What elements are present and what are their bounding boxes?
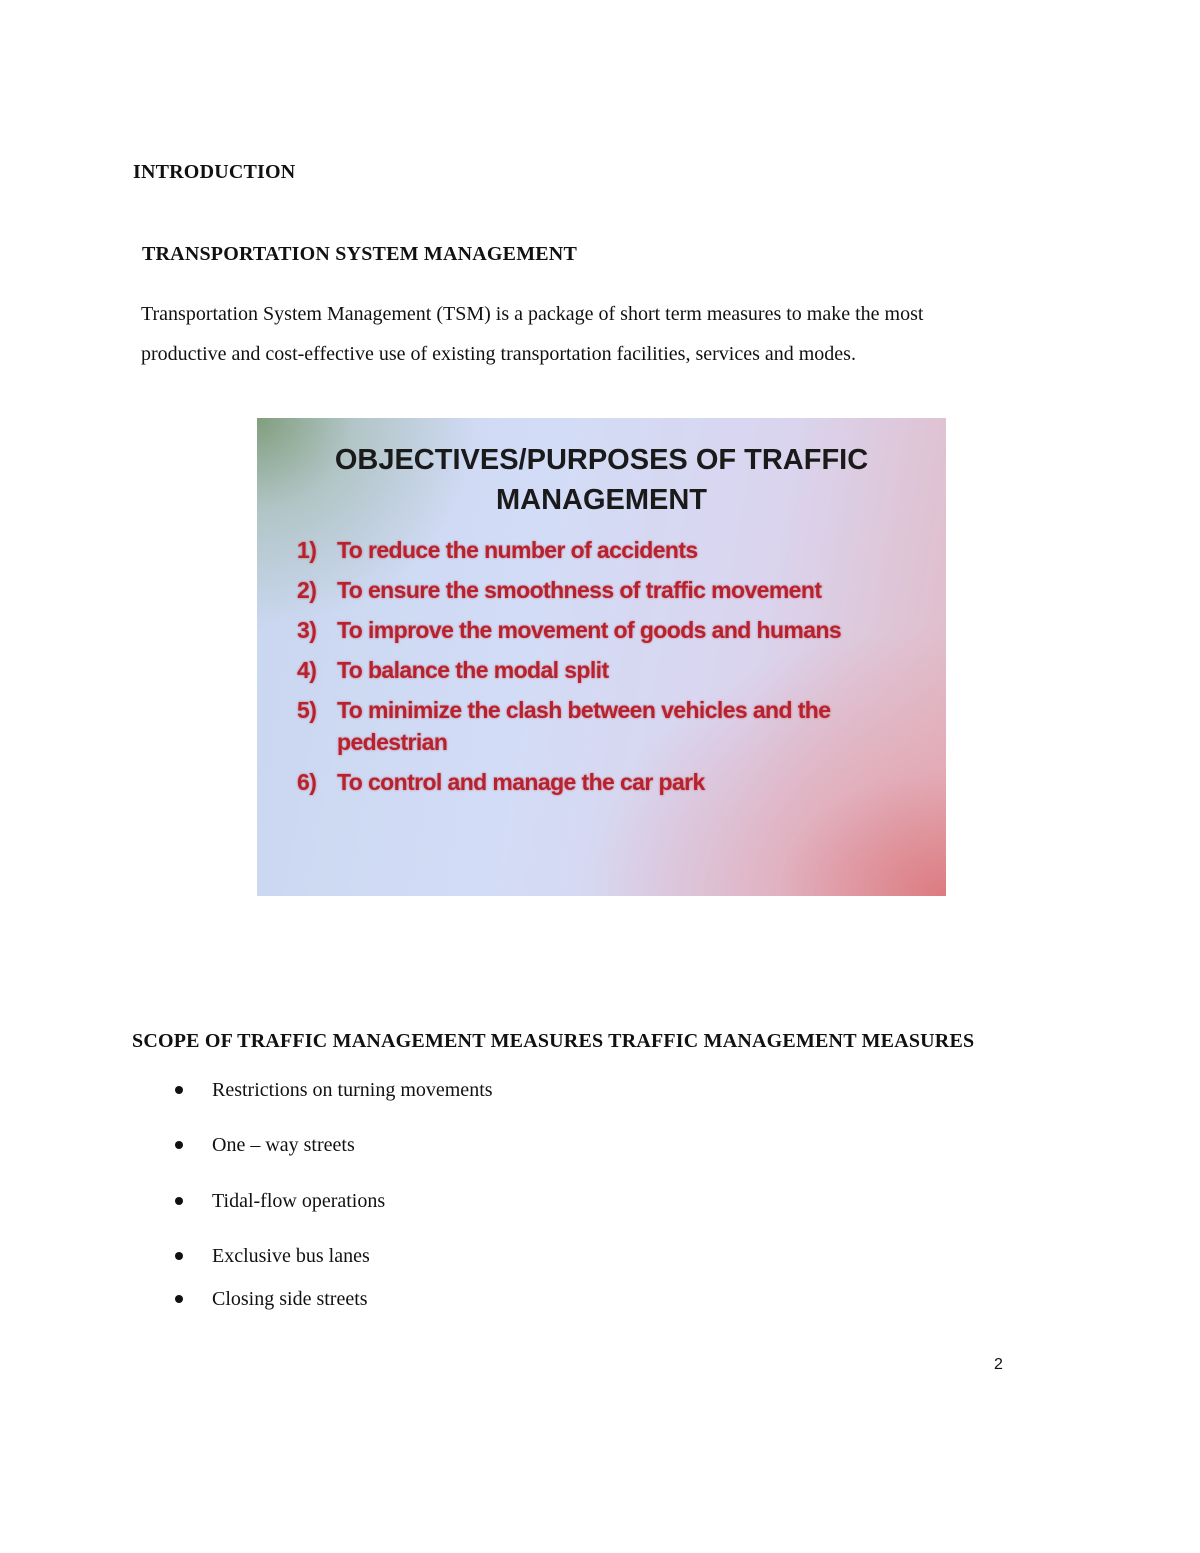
bullet-icon	[175, 1141, 183, 1149]
objectives-list	[297, 534, 937, 806]
objective-text: To ensure the smoothness of traffic movement	[337, 577, 822, 603]
list-item-text: Exclusive bus lanes	[212, 1245, 370, 1267]
objective-number: 6)	[297, 769, 317, 795]
slide-title-line: MANAGEMENT	[495, 484, 708, 516]
list-item-text: Tidal-flow operations	[212, 1190, 386, 1212]
objective-item	[297, 766, 937, 798]
objective-number: 4)	[297, 657, 317, 683]
objective-number: 1)	[297, 537, 317, 563]
objectives-slide-image	[257, 418, 946, 896]
slide-title	[257, 440, 946, 520]
bullet-icon	[175, 1086, 183, 1094]
objective-item	[297, 614, 937, 646]
tsm-paragraph	[141, 294, 1121, 374]
bullet-icon	[175, 1295, 183, 1303]
list-item	[172, 1285, 493, 1313]
objective-item	[297, 534, 937, 566]
list-item-text: One – way streets	[212, 1134, 355, 1156]
slide-title-line: OBJECTIVES/PURPOSES OF TRAFFIC	[334, 444, 869, 476]
objective-text: To control and manage the car park	[337, 769, 705, 795]
scope-heading: SCOPE OF TRAFFIC MANAGEMENT MEASURES TRAFFIC MANAGEMENT MEASURES	[132, 1030, 975, 1052]
list-item	[172, 1187, 493, 1215]
list-item-text: Closing side streets	[212, 1288, 368, 1310]
objective-number: 3)	[297, 617, 317, 643]
list-item	[172, 1131, 493, 1159]
objective-item	[297, 574, 937, 606]
paragraph-line: Transportation System Management (TSM) is a package of short term measures to make the most	[141, 303, 924, 325]
list-item	[172, 1242, 493, 1270]
objective-text: To balance the modal split	[337, 657, 609, 683]
measures-list	[172, 1076, 493, 1313]
introduction-heading: INTRODUCTION	[133, 161, 296, 183]
bullet-icon	[175, 1197, 183, 1205]
objective-item	[297, 654, 937, 686]
objective-text: To minimize the clash between vehicles and the pedestrian	[337, 697, 831, 755]
paragraph-line: productive and cost-effective use of existing transportation facilities, services and modes.	[141, 343, 856, 365]
objective-text: To reduce the number of accidents	[337, 537, 698, 563]
list-item-text: Restrictions on turning movements	[212, 1079, 493, 1101]
page-number: 2	[994, 1356, 1003, 1373]
objective-number: 2)	[297, 577, 317, 603]
tsm-heading: TRANSPORTATION SYSTEM MANAGEMENT	[142, 243, 577, 265]
objective-item	[297, 694, 937, 758]
objective-number: 5)	[297, 697, 317, 723]
list-item	[172, 1076, 493, 1104]
objective-text: To improve the movement of goods and humans	[337, 617, 842, 643]
bullet-icon	[175, 1252, 183, 1260]
